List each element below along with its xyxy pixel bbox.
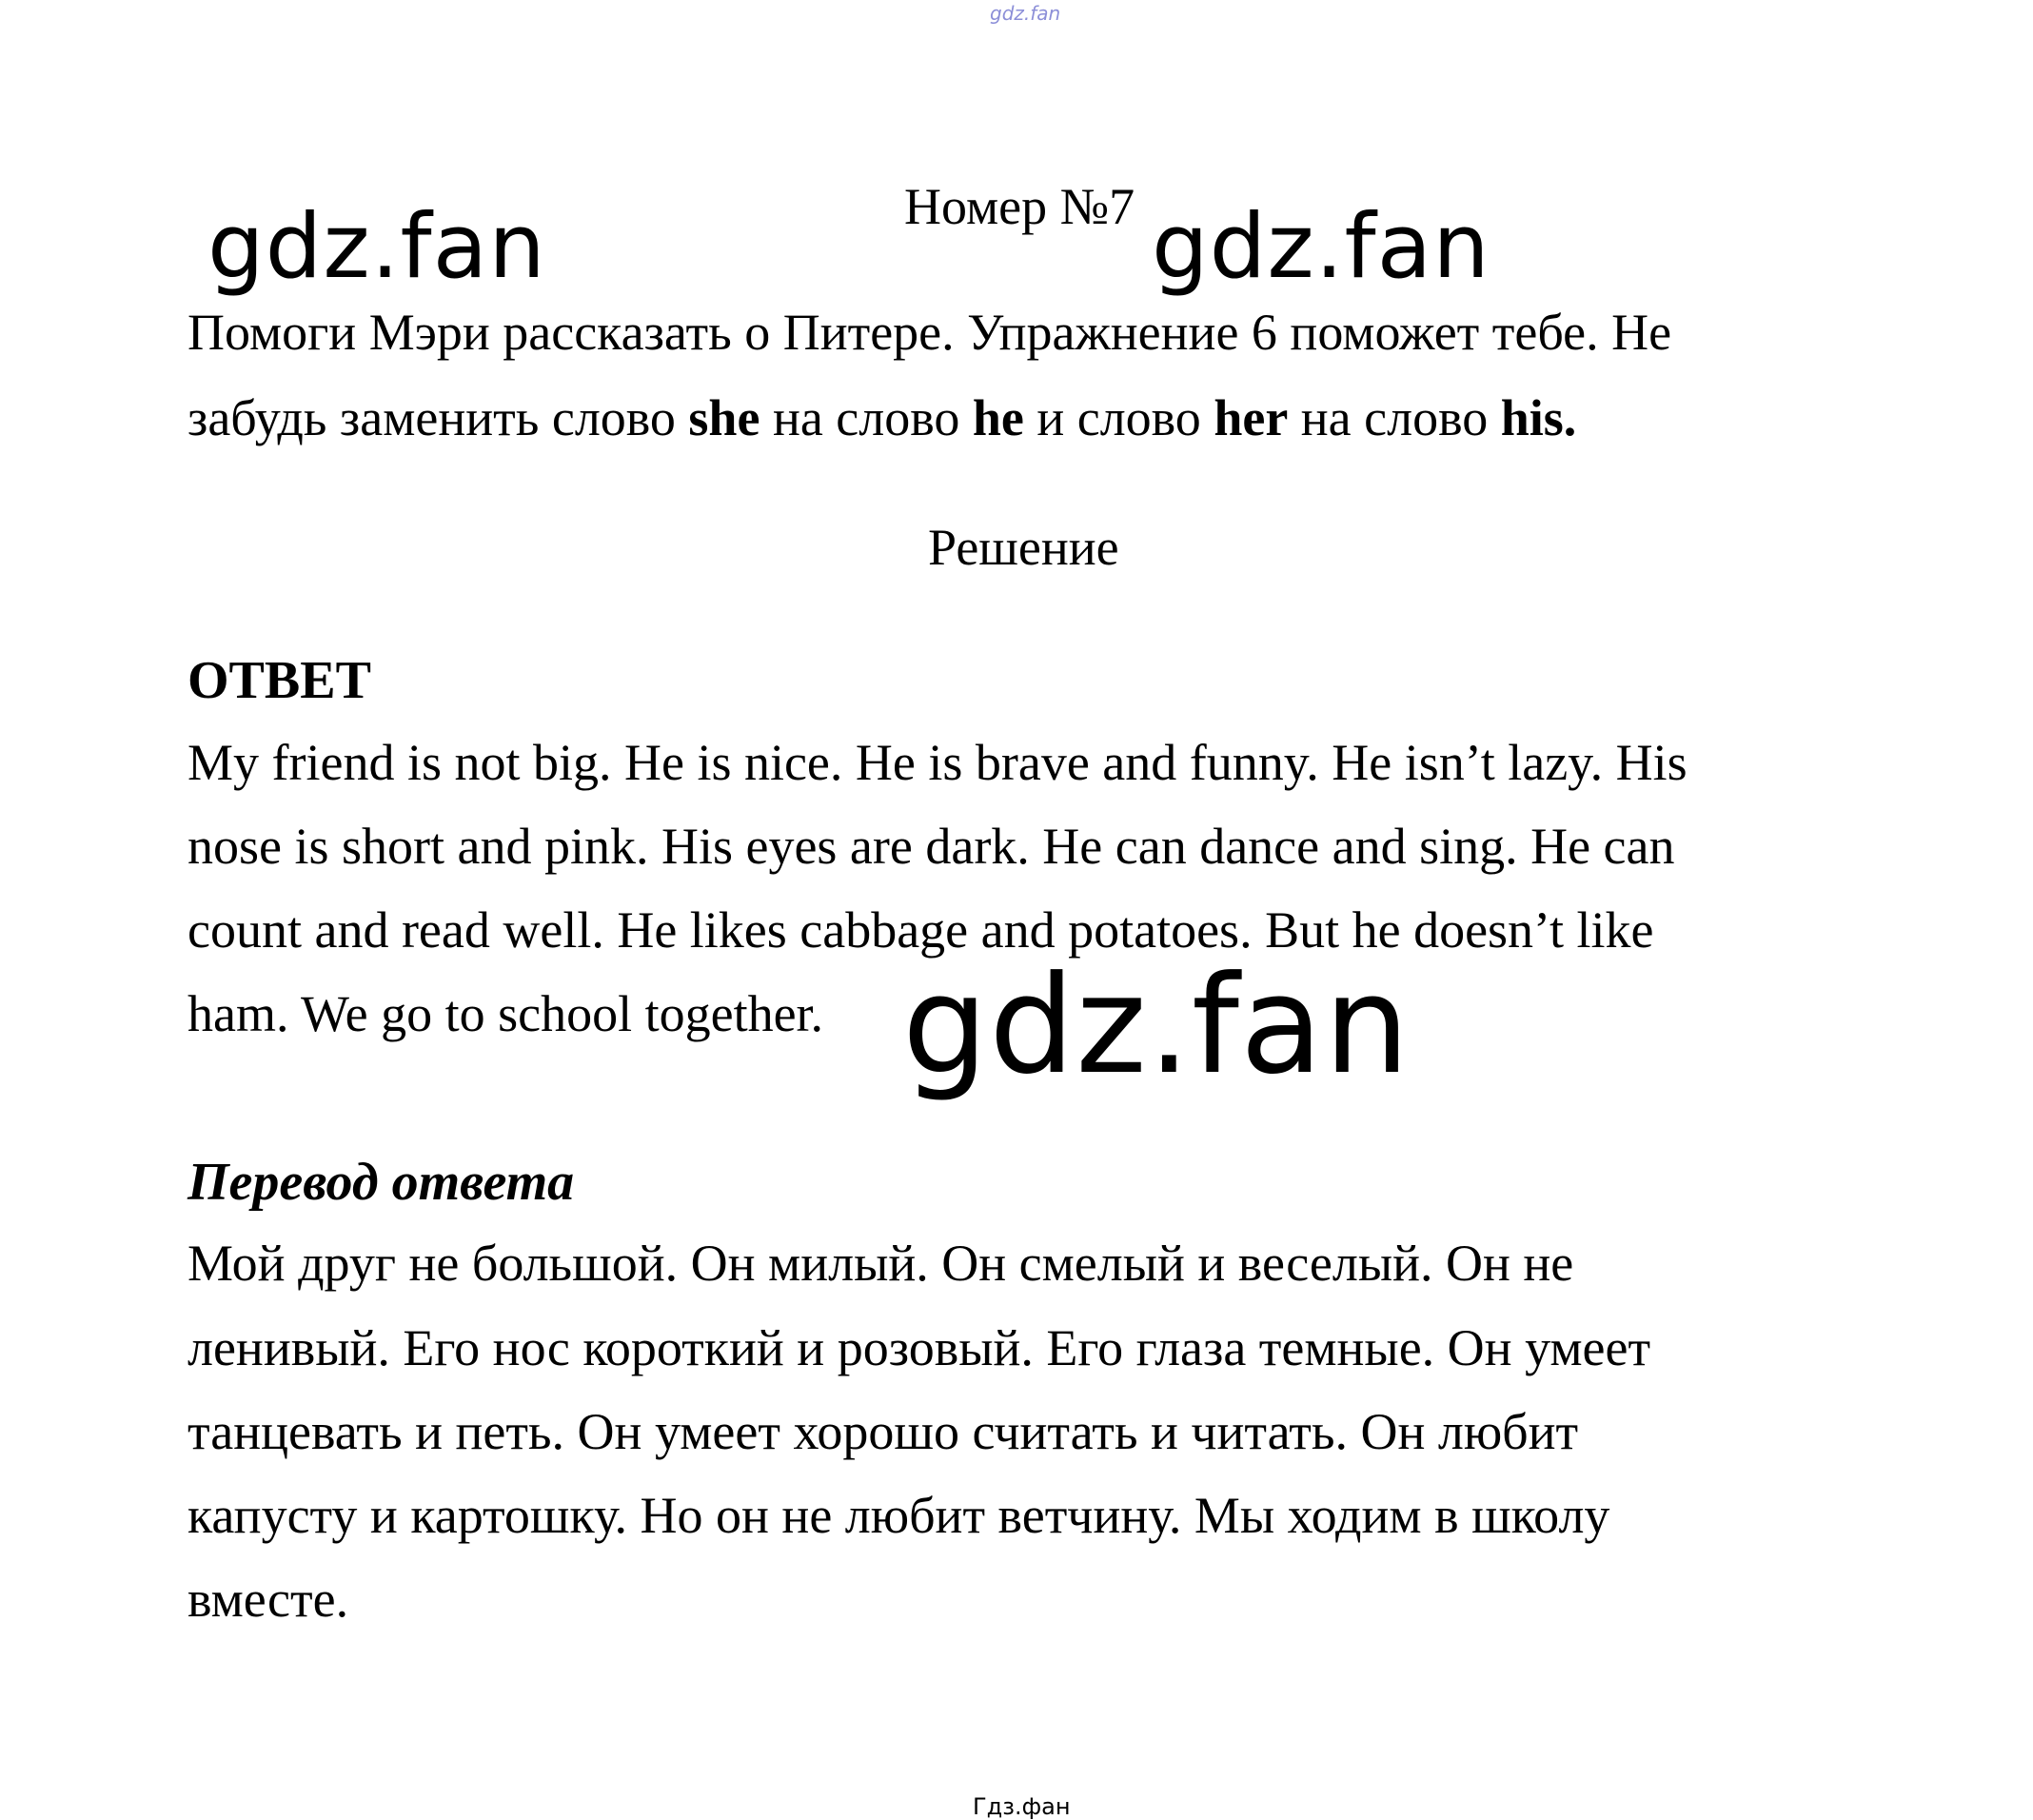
task-text: Помоги Мэри рассказать о Питере. Упражнение 6 поможет тебе. Не	[188, 304, 1672, 361]
word-she: she	[688, 389, 760, 446]
task-text: забудь заменить слово	[188, 389, 689, 446]
answer-line: ham. We go to school together.	[188, 985, 824, 1042]
task-line-1	[188, 303, 1671, 362]
watermark: gdz.fan	[1152, 195, 1490, 299]
translation-line: танцевать и петь. Он умеет хорошо считать и читать. Он любит	[188, 1403, 1579, 1460]
top-watermark: gdz.fan	[990, 2, 1061, 25]
answer-heading: ОТВЕТ	[188, 651, 371, 710]
translation-line: вместе.	[188, 1571, 349, 1628]
word-he: he	[972, 389, 1024, 446]
word-her: her	[1214, 389, 1289, 446]
solution-heading: Решение	[928, 519, 1119, 576]
answer-line: My friend is not big. He is nice. He is brave and funny. He isn’t lazy. His	[188, 734, 1688, 791]
translation-heading: Перевод ответа	[188, 1153, 575, 1212]
answer-line: nose is short and pink. His eyes are dark. He can dance and sing. He can	[188, 818, 1675, 875]
watermark: gdz.fan	[902, 947, 1411, 1104]
translation-line: Мой друг не большой. Он милый. Он смелый и веселый. Он не	[188, 1235, 1574, 1292]
watermark: gdz.fan	[207, 195, 546, 299]
task-text: и слово	[1023, 389, 1214, 446]
translation-line: ленивый. Его нос короткий и розовый. Его глаза темные. Он умеет	[188, 1319, 1651, 1376]
footer-text: Гдз.фан	[973, 1793, 1071, 1820]
translation-line: капусту и картошку. Но он не любит ветчину. Мы ходим в школу	[188, 1487, 1610, 1544]
answer-line: count and read well. He likes cabbage and potatoes. But he doesn’t like	[188, 901, 1654, 959]
task-text: на слово	[1288, 389, 1501, 446]
task-line-2	[188, 388, 1576, 447]
word-his: his.	[1500, 389, 1577, 446]
page-title: Номер №7	[904, 178, 1135, 235]
task-text: на слово	[760, 389, 973, 446]
